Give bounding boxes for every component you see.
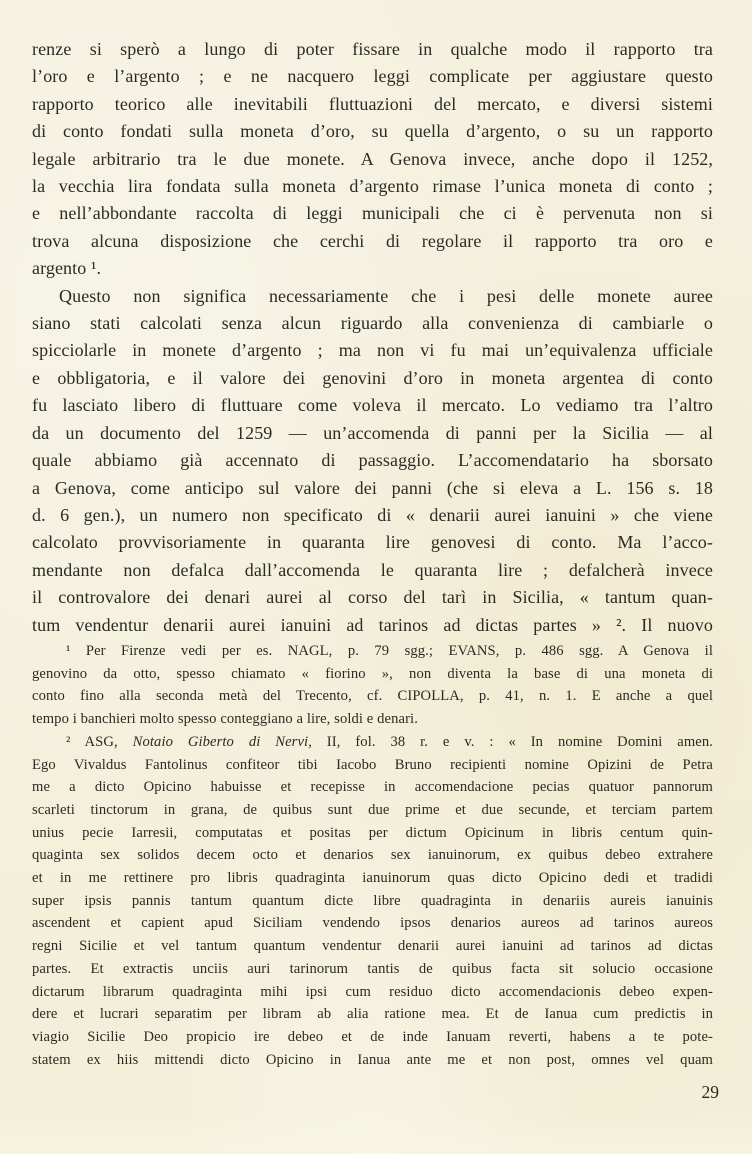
text-line: genovino da otto, spesso chiamato « fiorino », non diventa la base di una moneta di <box>32 665 713 682</box>
text-run: , II, fol. 38 r. e v. : « In nomine Domini amen. <box>308 733 713 750</box>
text-line: scarleti tinctorum in grana, de quibus sunt due prime et due secunde, et terciam partem <box>32 801 713 818</box>
text-line: tempo i banchieri molto spesso conteggiano a lire, soldi e denari. <box>32 711 418 728</box>
footnote-2 <box>32 731 713 1072</box>
text-line: dere et lucrari separatim per libram ab alia ratione mea. Et de Ianua cum predictis in <box>32 1006 713 1023</box>
text-line: la vecchia lira fondata sulla moneta d’argento rimase l’unica moneta di conto ; <box>32 176 713 197</box>
text-line: di conto fondati sulla moneta d’oro, su quella d’argento, o su un rapporto <box>32 121 713 142</box>
text-line: siano stati calcolati senza alcun riguardo alla convenienza di cambiarle o <box>32 313 713 334</box>
text-line: regni Sicilie et vel tantum quantum vendentur denarii aurei ianuini ad tarinos ad dictas <box>32 938 713 955</box>
text-line: ascendent et capient apud Siciliam vendendo ipsos denarios aureos ad tarinos aureos <box>32 915 713 932</box>
text-line: ¹ Per Firenze vedi per es. NAGL, p. 79 sgg.; EVANS, p. 486 sgg. A Genova il <box>66 643 713 659</box>
text-line <box>32 731 713 754</box>
text-run: ² ASG, <box>66 733 133 750</box>
text-line: partes. Et extractis unciis auri tarinorum tantis de quibus facta sit solucio occasione <box>32 960 713 977</box>
text-run: Notaio Giberto di Nervi <box>132 733 309 750</box>
paragraph-2 <box>32 283 713 639</box>
text-line: a Genova, come anticipo sul valore dei panni (che si eleva a L. 156 s. 18 <box>32 477 713 498</box>
text-line: e nell’abbondante raccolta di leggi municipali che ci è pervenuta non si <box>32 203 713 224</box>
text-line: super ipsis pannis tantum quantum dicte libre quadraginta in denariis aureis ianuinis <box>32 892 713 909</box>
text-line: tum vendentur denarii aurei ianuini ad tarinos ad dictas partes » ². Il nuovo <box>32 614 713 635</box>
page-number: 29 <box>701 1082 719 1102</box>
footnotes <box>32 640 713 1071</box>
main-text <box>32 36 713 639</box>
text-line: calcolato provvisoriamente in quaranta lire genovesi di conto. Ma l’acco- <box>32 532 713 553</box>
page-bottom-edge <box>0 1112 752 1154</box>
text-line: quaginta sex solidos decem octo et denarios sex ianuinorum, ex quibus debeo extrahere <box>32 847 713 864</box>
text-line: Questo non significa necessariamente che i pesi delle monete auree <box>59 285 713 306</box>
text-line: da un documento del 1259 — un’accomenda di panni per la Sicilia — al <box>32 422 713 443</box>
text-line: quale abbiamo già accennato di passaggio. L’accomendatario ha sborsato <box>32 450 713 471</box>
text-line: legale arbitrario tra le due monete. A Genova invece, anche dopo il 1252, <box>32 148 713 169</box>
text-line: et in me rettinere pro libris quadraginta ianuinorum quas dicto Opicino dedi et tradidi <box>32 870 713 887</box>
text-line: me a dicto Opicino habuisse et recepisse in accomendacione pecias quatuor pannorum <box>32 779 713 796</box>
text-line: il controvalore dei denari aurei al corso del tarì in Sicilia, « tantum quan- <box>32 587 713 608</box>
text-line: unius pecie Iarresii, computatas et positas per dictum Opicinum in libris centum quin- <box>32 824 713 841</box>
text-line: l’oro e l’argento ; e ne nacquero leggi complicate per aggiustare questo <box>32 66 713 87</box>
text-line: d. 6 gen.), un numero non specificato di « denarii aurei ianuini » che viene <box>32 504 713 525</box>
text-line: rapporto teorico alle inevitabili fluttuazioni del mercato, e diversi sistemi <box>32 93 713 114</box>
text-line: statem ex hiis mittendi dicto Opicino in Ianua ante me et non post, omnes vel quam <box>32 1051 713 1068</box>
footnote-1 <box>32 640 713 731</box>
text-line: Ego Vivaldus Fantolinus confiteor tibi Iacobo Bruno recipienti nomine Opizini de Petra <box>32 756 713 773</box>
text-line: spicciolarle in monete d’argento ; ma non vi fu mai un’equivalenza ufficiale <box>32 340 713 361</box>
text-line: viagio Sicilie Deo propicio ire debeo et de inde Ianuam reverti, habens a te pote- <box>32 1028 713 1045</box>
text-line: renze si sperò a lungo di poter fissare in qualche modo il rapporto tra <box>32 39 713 59</box>
text-line: fu lasciato libero di fluttuare come voleva il mercato. Lo vediamo tra l’altro <box>32 395 713 416</box>
text-line: trova alcuna disposizione che cerchi di regolare il rapporto tra oro e <box>32 230 713 251</box>
text-line: conto fino alla seconda metà del Trecento, cf. CIPOLLA, p. 41, n. 1. E anche a quel <box>32 688 713 705</box>
text-line: argento ¹. <box>32 258 102 279</box>
text-line: mendante non defalca dall’accomenda le quaranta lire ; defalcherà invece <box>32 559 713 580</box>
paragraph-1 <box>32 36 713 283</box>
text-line: e obbligatoria, e il valore dei genovini d’oro in moneta argentea di conto <box>32 367 713 388</box>
text-line: dictarum librarum quadraginta mihi ipsi cum residuo dicto accomendacionis debeo expen- <box>32 983 713 1000</box>
